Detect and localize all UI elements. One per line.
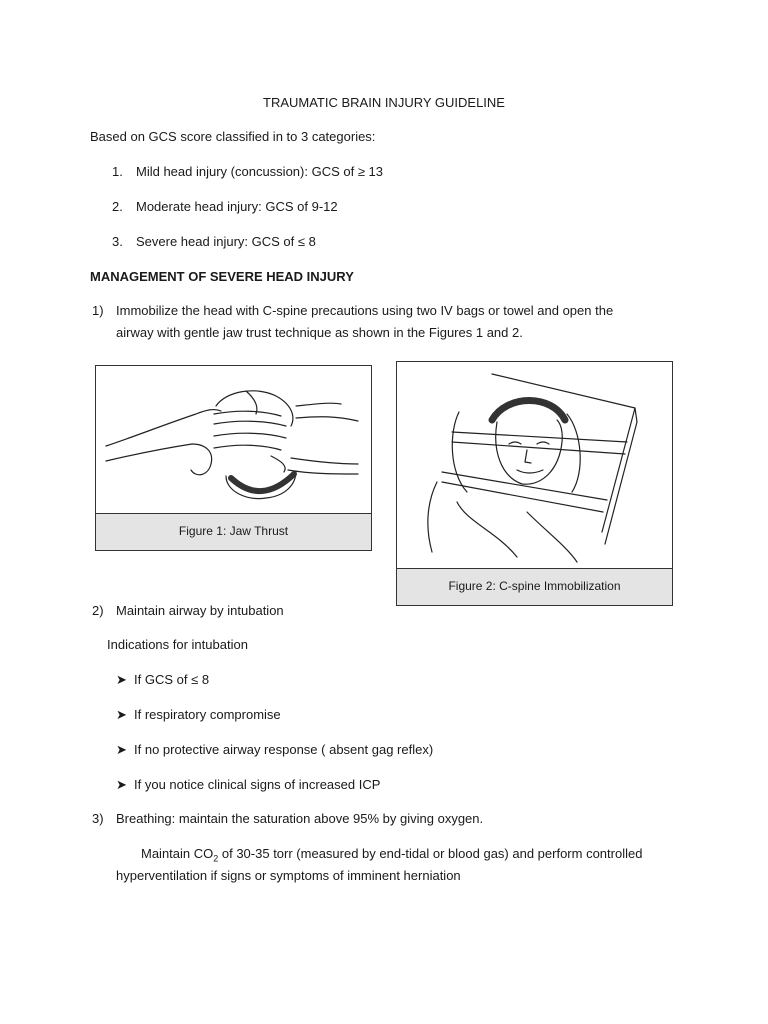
indication-text: If GCS of ≤ 8 [134,672,210,687]
step-2-number: 2) [92,603,104,618]
indications-heading: Indications for intubation [107,637,248,652]
step-2-text: Maintain airway by intubation [116,603,284,618]
figure-2-caption: Figure 2: C-spine Immobilization [397,568,672,605]
category-number: 1. [112,164,123,179]
category-number: 2. [112,199,123,214]
category-text: Mild head injury (concussion): GCS of ≥ 13 [136,164,384,179]
figure-1 [95,365,372,551]
category-item-2 [112,198,338,216]
co2-line-2: hyperventilation if signs or symptoms of imminent herniation [116,868,461,883]
co2-line-1 [141,845,642,868]
section-heading: MANAGEMENT OF SEVERE HEAD INJURY [90,269,354,284]
arrow-bullet-icon: ➤ [116,777,127,792]
category-number: 3. [112,234,123,249]
indication-text: If you notice clinical signs of increased ICP [134,777,381,792]
step-3-number: 3) [92,811,104,826]
document-title: TRAUMATIC BRAIN INJURY GUIDELINE [263,95,505,110]
arrow-bullet-icon: ➤ [116,672,127,687]
step-3-text: Breathing: maintain the saturation above 95% by giving oxygen. [116,811,484,826]
indication-text: If no protective airway response ( absent gag reflex) [134,742,434,757]
indication-item-1 [116,671,209,689]
c-spine-immobilization-illustration [397,362,672,568]
indication-item-2 [116,706,281,724]
arrow-bullet-icon: ➤ [116,742,127,757]
figure-2 [396,361,673,606]
co2-subscript: 2 [213,853,219,864]
jaw-thrust-illustration [96,366,371,514]
indication-item-3 [116,741,433,759]
arrow-bullet-icon: ➤ [116,707,127,722]
category-text: Severe head injury: GCS of ≤ 8 [136,234,316,249]
category-item-1 [112,163,384,181]
category-item-3 [112,233,316,251]
co2-rest: of 30-35 torr (measured by end-tidal or blood gas) and perform controlled [218,846,643,861]
indication-text: If respiratory compromise [134,707,281,722]
step-1-line-1: Immobilize the head with C-spine precautions using two IV bags or towel and open the [116,303,614,318]
category-text: Moderate head injury: GCS of 9-12 [136,199,338,214]
co2-prefix: Maintain CO [141,846,214,861]
figure-1-caption: Figure 1: Jaw Thrust [96,513,371,550]
intro-text: Based on GCS score classified in to 3 categories: [90,129,376,144]
indication-item-4 [116,776,380,794]
step-1-line-2: airway with gentle jaw trust technique as shown in the Figures 1 and 2. [116,325,523,340]
step-1-number: 1) [92,303,104,318]
